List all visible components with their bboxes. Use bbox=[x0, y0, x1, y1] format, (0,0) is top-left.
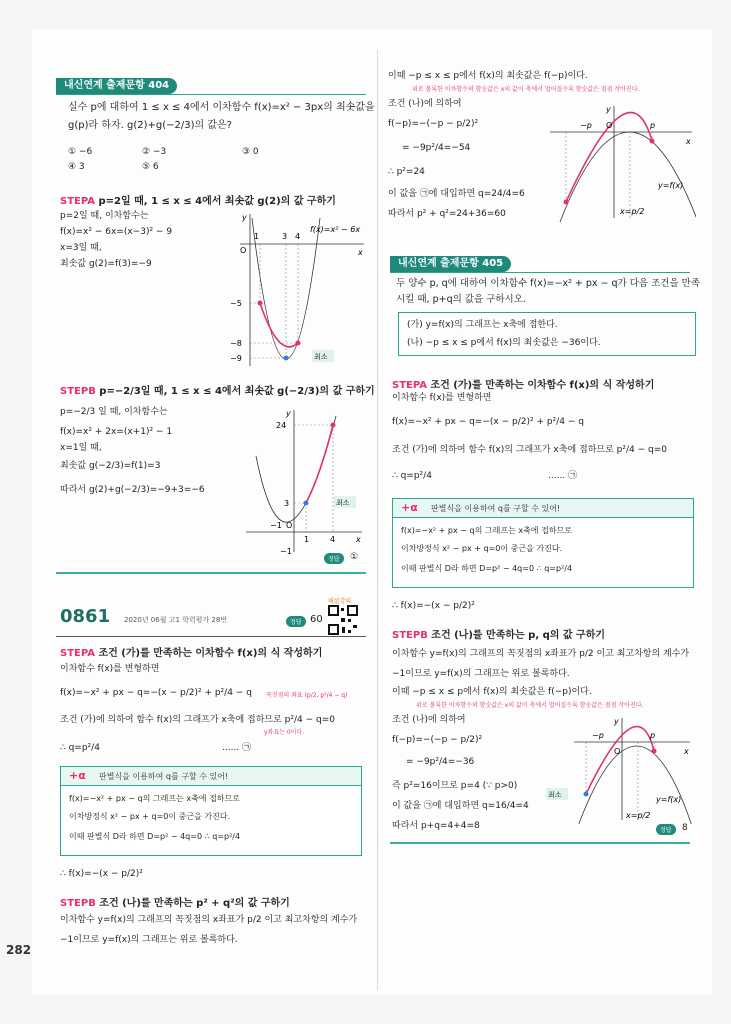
column-divider bbox=[377, 50, 378, 990]
solution-line: 조건 (나)에 의하여 bbox=[388, 99, 462, 109]
note: 위로 볼록한 이차함수의 함숫값은 x의 값이 축에서 멀어질수록 함숫값은 점점 작아진다. bbox=[416, 702, 644, 709]
min-point bbox=[304, 501, 309, 506]
min-label: 최소 bbox=[336, 499, 350, 507]
plus-alpha-header bbox=[61, 767, 361, 786]
question-404-line1: 실수 p에 대하여 1 ≤ x ≤ 4에서 이차함수 f(x)=x² − 3px의 최솟값을 bbox=[68, 102, 375, 113]
axis-label: x=p/2 bbox=[626, 811, 651, 820]
y-note: y좌표는 0이다. bbox=[264, 729, 305, 736]
choice-4: ④ 3 bbox=[68, 162, 85, 172]
step-letter: A bbox=[87, 648, 96, 659]
origin-label: O bbox=[606, 121, 613, 130]
solution-line: 이차함수 f(x)를 변형하면 bbox=[60, 664, 160, 674]
qr-code[interactable] bbox=[328, 605, 358, 635]
solution-line: 따라서 p² + q²=24+36=60 bbox=[388, 209, 506, 219]
vertex-note: 꼭짓점의 좌표 (p/2, p²/4 − q) bbox=[266, 692, 348, 699]
solution-line: 이차함수 f(x)를 변형하면 bbox=[392, 393, 492, 403]
tick-label: 1 bbox=[304, 535, 310, 544]
solution-line: 이차함수 y=f(x)의 그래프의 꼭짓점의 x좌표가 p/2 이고 최고차항의 계수가 bbox=[60, 915, 358, 925]
solution-line: ∴ q=p²/4 bbox=[60, 743, 100, 753]
plus-alpha-box bbox=[60, 766, 362, 856]
step-letter: B bbox=[88, 898, 96, 909]
question-404-line2: g(p)라 하자. g(2)+g(−2/3)의 값은? bbox=[68, 120, 232, 131]
y-label: y bbox=[286, 409, 291, 418]
solution-line: −1이므로 y=f(x)의 그래프는 위로 볼록하다. bbox=[60, 935, 238, 945]
textbook-page bbox=[32, 30, 712, 995]
y-label: y bbox=[606, 105, 611, 114]
tick-label: −1 bbox=[270, 521, 282, 530]
parabola-graph-1 bbox=[228, 210, 368, 370]
tick-label: 3 bbox=[282, 232, 288, 241]
step-label: STEP bbox=[60, 898, 89, 909]
solution-line: 이차함수 y=f(x)의 그래프의 꼭짓점의 x좌표가 p/2 이고 최고차항의 계수가 bbox=[392, 649, 690, 659]
tick-label: 24 bbox=[276, 421, 287, 430]
origin-label: O bbox=[286, 521, 293, 530]
step-label: STEP bbox=[60, 196, 88, 207]
step-a-heading bbox=[60, 644, 322, 659]
solution-line: 조건 (나)에 의하여 bbox=[392, 715, 466, 725]
tick-label: 1 bbox=[254, 232, 260, 241]
point bbox=[652, 749, 657, 754]
solution-line: p=2일 때, 이차함수는 bbox=[60, 211, 149, 221]
solution-line: f(x)=x² − 6x=(x−3)² − 9 bbox=[60, 227, 173, 237]
tick-label: −1 bbox=[280, 547, 292, 556]
origin-label: O bbox=[614, 747, 621, 756]
parabola-graph-4 bbox=[544, 716, 694, 824]
solution-line: f(x)=x² + 2x=(x+1)² − 1 bbox=[60, 427, 173, 437]
solution-line: ∴ f(x)=−(x − p/2)² bbox=[60, 869, 143, 879]
note: 위로 볼록한 이차함수의 함숫값은 x의 값이 축에서 멀어질수록 함숫값은 점점 작아진다. bbox=[412, 86, 640, 93]
problem-source: 2020년 06월 고1 학력평가 28번 bbox=[124, 616, 228, 624]
answer-badge: 정답 bbox=[656, 824, 676, 835]
answer-value: ① bbox=[350, 552, 359, 562]
parabola-graph-3 bbox=[546, 102, 696, 222]
answer-badge: 정답 bbox=[286, 616, 306, 627]
step-label: STEP bbox=[60, 648, 88, 659]
solution-line: 조건 (가)에 의하여 함수 f(x)의 그래프가 x축에 접하므로 p²/4 − q=0 bbox=[392, 445, 667, 455]
question-405-line2: 시킬 때, p+q의 값을 구하시오. bbox=[396, 294, 526, 305]
solution-line: x=3일 때, bbox=[60, 243, 102, 253]
tick-label: −5 bbox=[230, 299, 242, 308]
function-label: y=f(x) bbox=[658, 181, 684, 190]
problem-number: 0861 bbox=[60, 606, 111, 627]
point bbox=[296, 341, 301, 346]
min-label: 최소 bbox=[314, 353, 328, 361]
solution-line: 이 값을 ㉠에 대입하면 q=24/4=6 bbox=[388, 189, 525, 199]
solution-line: f(x)=−x² + px − q=−(x − p/2)² + p²/4 − q bbox=[392, 417, 584, 427]
plus-alpha-line: 이차방정식 x² − px + q=0이 중근을 가진다. bbox=[401, 544, 563, 553]
equation-marker: ...... ㉠ bbox=[548, 471, 578, 481]
solution-line: ∴ q=p²/4 bbox=[392, 471, 432, 481]
parabola-graph-2 bbox=[242, 406, 368, 556]
step-letter: B bbox=[88, 386, 96, 397]
step-title: 조건 (가)를 만족하는 이차함수 f(x)의 식 작성하기 bbox=[430, 380, 655, 391]
solution-line: p=−2/3 일 때, 이차함수는 bbox=[60, 407, 168, 417]
tick-label: −p bbox=[592, 731, 604, 740]
tag-404: 내신연계 출제문항 404 bbox=[56, 78, 177, 94]
equation-marker: ...... ㉠ bbox=[222, 743, 252, 753]
solution-line: 최솟값 g(−2/3)=f(1)=3 bbox=[60, 461, 161, 471]
solution-line: = −9p²/4=−54 bbox=[402, 143, 471, 153]
plus-alpha-icon: +α bbox=[69, 769, 86, 782]
step-b-heading bbox=[392, 626, 605, 641]
question-405-line1: 두 양수 p, q에 대하여 이차함수 f(x)=−x² + px − q가 다음 조건을 만족 bbox=[396, 278, 701, 289]
tick-label: 4 bbox=[330, 535, 336, 544]
step-title: 조건 (가)를 만족하는 이차함수 f(x)의 식 작성하기 bbox=[98, 648, 323, 659]
tick-label: 4 bbox=[295, 232, 301, 241]
divider bbox=[56, 636, 366, 637]
plus-alpha-line: 이때 판별식 D라 하면 D=p² − 4q=0 ∴ q=p²/4 bbox=[69, 832, 241, 841]
step-letter: B bbox=[420, 630, 428, 641]
plus-alpha-header bbox=[393, 499, 693, 518]
tick-label: p bbox=[650, 731, 656, 740]
plus-alpha-line: f(x)=−x² + px − q의 그래프는 x축에 접하므로 bbox=[401, 526, 572, 535]
answer-value: 8 bbox=[682, 823, 688, 833]
section-separator bbox=[56, 572, 366, 574]
tick-label: 3 bbox=[284, 499, 290, 508]
origin-label: O bbox=[240, 246, 247, 255]
step-letter: A bbox=[419, 380, 428, 391]
step-a-heading bbox=[392, 376, 654, 391]
solution-line: 즉 p²=16이므로 p=4 (∵ p>0) bbox=[392, 781, 518, 791]
answer-value: 60 bbox=[310, 614, 323, 625]
solution-line: ∴ f(x)=−(x − p/2)² bbox=[392, 601, 475, 611]
tag-underline bbox=[390, 272, 690, 273]
axis-label: x=p/2 bbox=[620, 207, 645, 216]
plus-alpha-icon: +α bbox=[401, 501, 418, 514]
condition-na: (나) −p ≤ x ≤ p에서 f(x)의 최솟값은 −36이다. bbox=[407, 338, 601, 348]
choice-3: ③ 0 bbox=[242, 147, 259, 157]
solution-line: f(−p)=−(−p − p/2)² bbox=[388, 119, 479, 129]
y-label: y bbox=[614, 717, 619, 726]
function-label: f(x)=x² − 6x bbox=[310, 225, 361, 234]
solution-line: 최솟값 g(2)=f(3)=−9 bbox=[60, 259, 152, 269]
condition-ga: (가) y=f(x)의 그래프는 x축에 접한다. bbox=[407, 320, 558, 330]
point bbox=[564, 200, 569, 205]
solution-line: 이 값을 ㉠에 대입하면 q=16/4=4 bbox=[392, 801, 529, 811]
solution-line: 따라서 g(2)+g(−2/3)=−9+3=−6 bbox=[60, 485, 205, 495]
conditions-box bbox=[398, 312, 696, 356]
plus-alpha-line: f(x)=−x² + px − q의 그래프는 x축에 접하므로 bbox=[69, 794, 240, 803]
step-b-heading bbox=[60, 894, 290, 909]
step-label: STEP bbox=[60, 386, 89, 397]
plus-alpha-box bbox=[392, 498, 694, 588]
solution-line: 따라서 p+q=4+4=8 bbox=[392, 821, 480, 831]
tag-405: 내신연계 출제문항 405 bbox=[390, 256, 511, 272]
function-label: y=f(x) bbox=[656, 795, 682, 804]
point bbox=[331, 423, 336, 428]
qr-caption: 해설강의 bbox=[328, 598, 352, 605]
min-point bbox=[284, 356, 289, 361]
solution-line: −1이므로 y=f(x)의 그래프는 위로 볼록하다. bbox=[392, 669, 570, 679]
step-label: STEP bbox=[392, 380, 420, 391]
solution-line: f(x)=−x² + px − q=−(x − p/2)² + p²/4 − q bbox=[60, 688, 252, 698]
solution-line: 이때 −p ≤ x ≤ p에서 f(x)의 최솟값은 f(−p)이다. bbox=[388, 71, 588, 81]
y-label: y bbox=[242, 213, 247, 222]
step-label: STEP bbox=[392, 630, 421, 641]
step-title: 조건 (나)를 만족하는 p, q의 값 구하기 bbox=[431, 630, 606, 641]
parabola-curve bbox=[256, 416, 336, 522]
step-b-heading bbox=[60, 382, 375, 397]
highlight-segment bbox=[306, 425, 333, 503]
solution-line: 이때 −p ≤ x ≤ p에서 f(x)의 최솟값은 f(−p)이다. bbox=[392, 687, 592, 697]
tick-label: −8 bbox=[230, 339, 242, 348]
solution-line: ∴ p²=24 bbox=[388, 167, 425, 177]
solution-line: 조건 (가)에 의하여 함수 f(x)의 그래프가 x축에 접하므로 p²/4 − q=0 bbox=[60, 715, 335, 725]
solution-line: = −9p²/4=−36 bbox=[406, 757, 475, 767]
choice-1: ① −6 bbox=[68, 147, 93, 157]
tick-label: −p bbox=[580, 121, 592, 130]
min-label: 최소 bbox=[548, 791, 562, 799]
x-label: x bbox=[684, 747, 689, 756]
step-title: p=2일 때, 1 ≤ x ≤ 4에서 최솟값 g(2)의 값 구하기 bbox=[98, 196, 336, 207]
step-a-heading bbox=[60, 192, 336, 207]
point bbox=[258, 301, 263, 306]
min-point bbox=[584, 792, 589, 797]
step-title: p=−2/3일 때, 1 ≤ x ≤ 4에서 최솟값 g(−2/3)의 값 구하기 bbox=[99, 386, 375, 397]
plus-alpha-line: 이때 판별식 D라 하면 D=p² − 4q=0 ∴ q=p²/4 bbox=[401, 564, 573, 573]
point bbox=[650, 139, 655, 144]
tick-label: −9 bbox=[230, 354, 242, 363]
solution-line: x=1일 때, bbox=[60, 443, 102, 453]
choice-5: ⑤ 6 bbox=[142, 162, 159, 172]
x-label: x bbox=[686, 137, 691, 146]
choice-2: ② −3 bbox=[142, 147, 167, 157]
plus-alpha-title: 판별식을 이용하여 q를 구할 수 있어! bbox=[99, 772, 229, 781]
plus-alpha-line: 이차방정식 x² − px + q=0이 중근을 가진다. bbox=[69, 812, 231, 821]
page-number: 282 bbox=[6, 943, 32, 957]
plus-alpha-title: 판별식을 이용하여 q를 구할 수 있어! bbox=[431, 504, 561, 513]
step-title: 조건 (나)를 만족하는 p² + q²의 값 구하기 bbox=[99, 898, 290, 909]
answer-badge: 정답 bbox=[324, 553, 344, 564]
tag-underline bbox=[56, 94, 366, 95]
section-separator bbox=[390, 842, 690, 844]
solution-line: f(−p)=−(−p − p/2)² bbox=[392, 735, 483, 745]
tick-label: p bbox=[650, 121, 656, 130]
x-label: x bbox=[356, 535, 361, 544]
x-label: x bbox=[358, 248, 363, 257]
step-letter: A bbox=[87, 196, 96, 207]
